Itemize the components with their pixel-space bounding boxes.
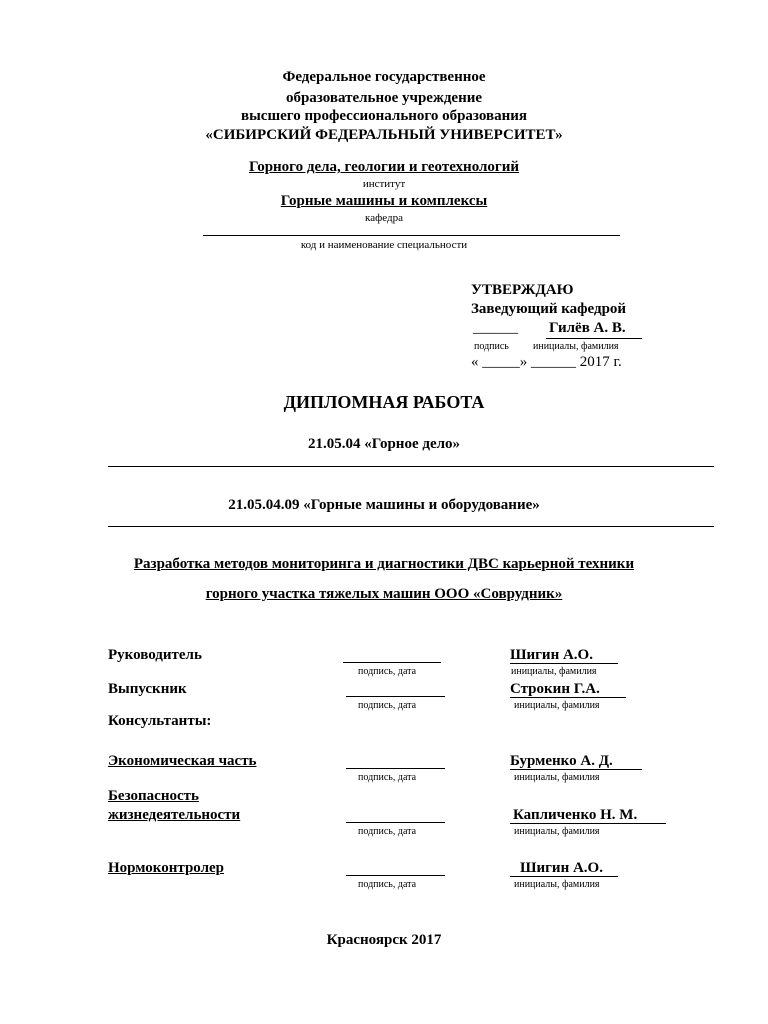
normcontrol-sign-line [346, 875, 445, 876]
safety-name: Капличенко Н. М. [513, 807, 638, 823]
normcontrol-label: Нормоконтролер [108, 860, 225, 876]
supervisor-label: Руководитель [108, 647, 202, 663]
approval-name-caption: инициалы, фамилия [533, 341, 619, 352]
safety-sign-caption: подпись, дата [358, 826, 417, 837]
safety-name-underline [510, 823, 666, 824]
safety-name-caption: инициалы, фамилия [514, 826, 600, 837]
graduate-sign-line [346, 696, 445, 697]
specialty-blank-line [203, 235, 620, 236]
economics-label: Экономическая часть [108, 753, 257, 769]
graduate-name-caption: инициалы, фамилия [514, 700, 600, 711]
safety-label-line-1: Безопасность [108, 788, 199, 804]
specialization-code: 21.05.04.09 «Горные машины и оборудование» [228, 497, 540, 513]
safety-label-line-2: жизнедеятельности [108, 807, 241, 823]
normcontrol-name-underline [510, 876, 618, 877]
approval-name-underline [546, 338, 642, 339]
specialty-rule [108, 466, 714, 467]
supervisor-name-caption: инициалы, фамилия [511, 666, 597, 677]
institute-caption: институт [362, 178, 406, 190]
safety-sign-line [346, 822, 445, 823]
university-name: «СИБИРСКИЙ ФЕДЕРАЛЬНЫЙ УНИВЕРСИТЕТ» [205, 127, 563, 143]
graduate-label: Выпускник [108, 681, 187, 697]
graduate-name-underline [510, 697, 626, 698]
normcontrol-sign-caption: подпись, дата [358, 879, 417, 890]
approval-date: « _____» ______ 2017 г. [471, 354, 622, 370]
approval-position: Заведующий кафедрой [471, 301, 627, 317]
document-title: ДИПЛОМНАЯ РАБОТА [283, 392, 485, 412]
institute-name: Горного дела, геологии и геотехнологий [248, 159, 520, 175]
graduate-sign-caption: подпись, дата [358, 700, 417, 711]
economics-sign-line [346, 768, 445, 769]
economics-sign-caption: подпись, дата [358, 772, 417, 783]
economics-name-caption: инициалы, фамилия [514, 772, 600, 783]
specialty-caption: код и наименование специальности [300, 239, 468, 251]
supervisor-sign-line [343, 662, 441, 663]
department-caption: кафедра [365, 212, 403, 224]
approval-name: Гилёв А. В. [549, 320, 626, 336]
supervisor-name: Шигин А.О. [510, 647, 593, 663]
approval-title: УТВЕРЖДАЮ [471, 282, 574, 298]
topic-line-1: Разработка методов мониторинга и диагностики ДВС карьерной техники [133, 556, 635, 572]
department-name: Горные машины и комплексы [280, 193, 488, 209]
specialty-code: 21.05.04 «Горное дело» [307, 436, 461, 452]
header-line-1: Федеральное государственное [282, 69, 486, 85]
city-year: Красноярск 2017 [326, 932, 442, 948]
approval-sign-line: ______ [473, 320, 518, 336]
graduate-name: Строкин Г.А. [510, 681, 600, 697]
supervisor-name-underline [510, 663, 618, 664]
consultants-label: Консультанты: [108, 713, 212, 729]
normcontrol-name: Шигин А.О. [520, 860, 603, 876]
header-line-2: образовательное учреждение [285, 90, 483, 106]
specialization-rule [108, 526, 714, 527]
approval-sign-caption: подпись [474, 341, 509, 352]
topic-line-2: горного участка тяжелых машин ООО «Соврудник» [205, 586, 563, 602]
header-line-3: высшего профессионального образования [240, 108, 527, 124]
economics-name: Бурменко А. Д. [510, 753, 613, 769]
supervisor-sign-caption: подпись, дата [358, 666, 417, 677]
economics-name-underline [510, 769, 642, 770]
normcontrol-name-caption: инициалы, фамилия [514, 879, 600, 890]
